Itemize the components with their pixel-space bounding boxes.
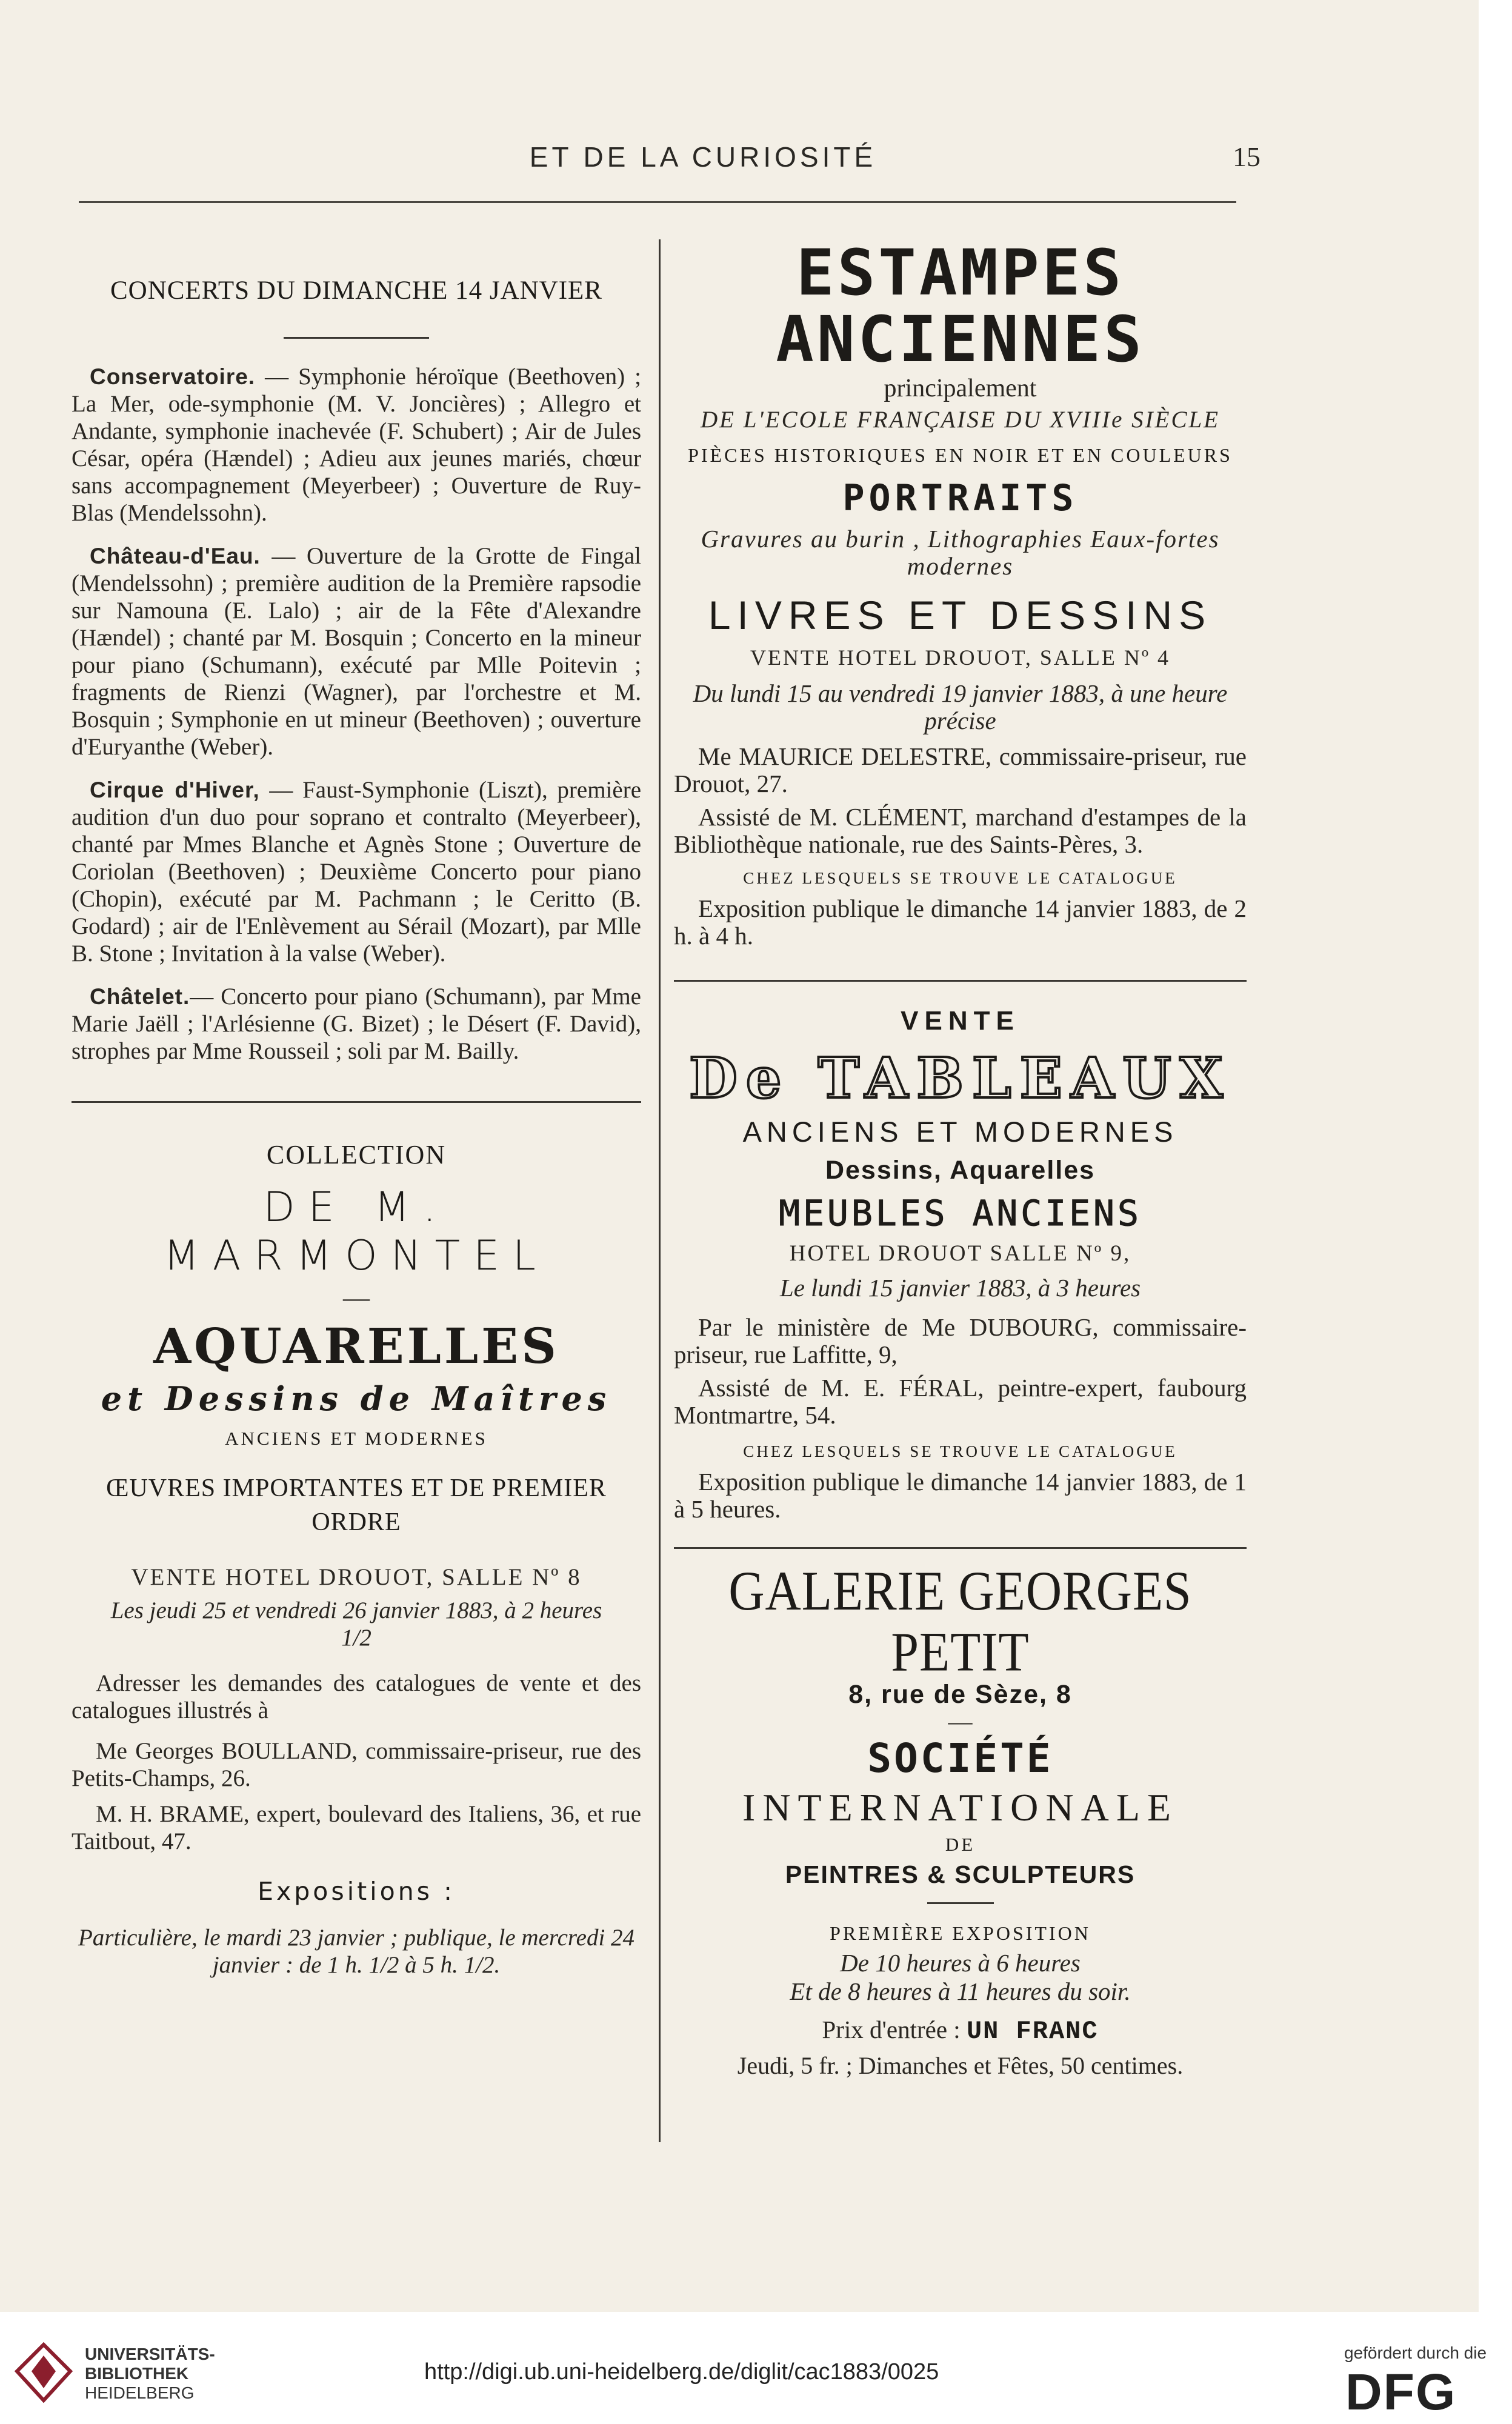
tableaux-auctioneer: Par le ministère de Me DUBOURG, commissaire-priseur, rue Laffitte, 9,: [674, 1313, 1247, 1368]
expositions-title: Expositions :: [258, 1877, 455, 1906]
section-rule: [674, 980, 1247, 982]
galerie-hours2: Et de 8 heures à 11 heures du soir.: [790, 1977, 1131, 2005]
estampes-school: DE L'ECOLE FRANÇAISE DU XVIIIe SIÈCLE: [701, 407, 1220, 433]
estampes-dates: Du lundi 15 au vendredi 19 janvier 1883, à une heure précise: [693, 679, 1228, 734]
section-rule: [72, 1101, 641, 1103]
galerie-price: [674, 2016, 1247, 2046]
estampes-title: ESTAMPES ANCIENNES: [776, 236, 1145, 376]
collection-expert: M. H. BRAME, expert, boulevard des Italiens, 36, et rue Taitbout, 47.: [72, 1801, 641, 1854]
tableaux-meubles: MEUBLES ANCIENS: [779, 1193, 1142, 1234]
concert-entry: [72, 983, 641, 1065]
estampes-auctioneer: Me MAURICE DELESTRE, commissaire-priseur, rue Drouot, 27.: [674, 742, 1247, 797]
estampes-exposition: Exposition publique le dimanche 14 janvier 1883, de 2 h. à 4 h.: [674, 894, 1247, 950]
galerie-price-label: Prix d'entrée :: [822, 2016, 967, 2043]
concert-entry: [72, 776, 641, 967]
concert-program: — Faust-Symphonie (Liszt), première audition d'un duo pour soprano et contralto (Meyerbeer), chanté par Mmes Blanche et Agnès Stone ; Ouverture de Coriolan (Beethoven) ; Deuxième Concerto pour piano (Chopin), exécuté par M. Pachmann ; le Ceritto (B. Godard) ; air de l'Enlèvement au Sérail (Mozart), par Mlle B. Stone ; Invitation à la valse (Weber).: [72, 777, 642, 967]
tableaux-title: De TABLEAUX: [689, 1045, 1231, 1111]
concerts-rule: [284, 337, 429, 339]
galerie-rule: [927, 1902, 994, 1904]
tableaux-vente: VENTE: [901, 1006, 1020, 1036]
source-url-link[interactable]: http://digi.ub.uni-heidelberg.de/diglit/cac1883/0025: [424, 2359, 939, 2385]
galerie-internationale: INTERNATIONALE: [742, 1786, 1178, 1829]
galerie-extra: Jeudi, 5 fr. ; Dimanches et Fêtes, 50 centimes.: [737, 2052, 1184, 2079]
galerie-price-value: UN FRANC: [966, 2017, 1099, 2046]
concerts-list: [72, 363, 641, 1065]
tableaux-sale: HOTEL DROUOT SALLE Nº 9,: [789, 1241, 1131, 1266]
library-line-1: UNIVERSITÄTS-: [85, 2345, 215, 2363]
estampes-portraits: PORTRAITS: [842, 477, 1078, 519]
galerie-name: GALERIE GEORGES PETIT: [728, 1560, 1192, 1683]
galerie-dash: —: [948, 1708, 973, 1735]
estampes-gravures: Gravures au burin , Lithographies Eaux-fortes modernes: [701, 525, 1220, 580]
dfg-logo: DFG: [1345, 2363, 1457, 2420]
column-divider: [659, 239, 661, 2142]
collection-address: Adresser les demandes des catalogues de vente et des catalogues illustrés à: [72, 1670, 641, 1723]
header-rule: [79, 201, 1236, 203]
digitization-footer: [0, 2312, 1512, 2424]
galerie-peintres: PEINTRES & SCULPTEURS: [785, 1860, 1136, 1888]
expositions-text: Particulière, le mardi 23 janvier ; publique, le mercredi 24 janvier : de 1 h. 1/2 à 5 h. 1/2.: [78, 1925, 635, 1978]
tableaux-date: Le lundi 15 janvier 1883, à 3 heures: [779, 1274, 1141, 1302]
section-rule: [674, 1547, 1247, 1549]
concert-program: — Ouverture de la Grotte de Fingal (Mendelssohn) ; première audition de la Première rapsodie sur Namouna (E. Lalo) ; air de la Fête d'Alexandre (Hændel) ; chanté par M. Bosquin ; Concerto en la mineur pour piano (Schumann), exécuté par Mlle Poitevin ; fragments de Rienzi (Wagner), par l'orchestre et M. Bosquin ; Symphonie en ut mineur (Beethoven) ; ouverture d'Euryanthe (Weber).: [72, 543, 641, 760]
university-library-logo-icon: [13, 2342, 74, 2403]
left-column: [72, 239, 641, 1979]
collection-sale: VENTE HOTEL DROUOT, SALLE Nº 8: [131, 1564, 582, 1590]
university-library-name: [85, 2345, 215, 2403]
estampes-pieces: PIÈCES HISTORIQUES EN NOIR ET EN COULEURS: [688, 444, 1233, 466]
concert-entry: [72, 542, 641, 761]
tableaux-expert: Assisté de M. E. FÉRAL, peintre-expert, faubourg Montmartre, 54.: [674, 1374, 1247, 1429]
collection-dates: Les jeudi 25 et vendredi 26 janvier 1883, à 2 heures 1/2: [110, 1597, 602, 1651]
concert-venue: Cirque d'Hiver,: [90, 777, 260, 802]
concert-venue: Conservatoire.: [90, 364, 256, 389]
concert-program: — Symphonie héroïque (Beethoven) ; La Mer, ode-symphonie (M. V. Joncières) ; Allegro et Andante, symphonie inachevée (F. Schubert) ; Air de Jules César, opéra (Hændel) ; Adieu aux jeunes mariés, chœur sans accompagnement (Meyerbeer) ; Ouverture de Ruy-Blas (Mendelssohn).: [72, 364, 641, 526]
tableaux-exposition: Exposition publique le dimanche 14 janvier 1883, de 1 à 5 heures.: [674, 1468, 1247, 1523]
collection-works: ŒUVRES IMPORTANTES ET DE PREMIER ORDRE: [106, 1474, 607, 1536]
estampes-catalogue: CHEZ LESQUELS SE TROUVE LE CATALOGUE: [743, 869, 1177, 887]
galerie-societe: SOCIÉTÉ: [867, 1735, 1053, 1782]
tableaux-anciens: ANCIENS ET MODERNES: [742, 1116, 1178, 1148]
concert-venue: Châtelet.: [90, 984, 190, 1009]
collection-dash: —: [343, 1283, 370, 1313]
running-title: ET DE LA CURIOSITÉ: [529, 141, 877, 173]
estampes-principal: principalement: [884, 375, 1037, 402]
collection-label: COLLECTION: [266, 1140, 447, 1170]
concert-venue: Château-d'Eau.: [90, 544, 261, 568]
tableaux-catalogue: CHEZ LESQUELS SE TROUVE LE CATALOGUE: [743, 1442, 1177, 1460]
library-line-3: HEIDELBERG: [85, 2383, 195, 2402]
collection-owner: DE M. MARMONTEL: [164, 1184, 549, 1280]
concert-program: — Concerto pour piano (Schumann), par Mme Marie Jaëll ; l'Arlésienne (G. Bizet) ; le Désert (F. David), strophes par Mme Rousseil ; soli par M. Bailly.: [72, 984, 641, 1064]
concert-entry: [72, 363, 641, 527]
concerts-title: CONCERTS DU DIMANCHE 14 JANVIER: [110, 276, 602, 305]
funding-caption: gefördert durch die: [1344, 2343, 1487, 2362]
galerie-first: PREMIÈRE EXPOSITION: [830, 1922, 1091, 1944]
collection-subtitle: et Dessins de Maîtres: [101, 1379, 612, 1418]
galerie-de: DE: [945, 1834, 976, 1855]
galerie-hours1: De 10 heures à 6 heures: [840, 1949, 1081, 1977]
collection-period: ANCIENS ET MODERNES: [225, 1428, 488, 1449]
right-column: [674, 236, 1247, 2079]
estampes-sale: VENTE HOTEL DROUOT, SALLE Nº 4: [750, 645, 1171, 670]
estampes-expert: Assisté de M. CLÉMENT, marchand d'estampes de la Bibliothèque nationale, rue des Saints-Pères, 3.: [674, 803, 1247, 858]
collection-auctioneer: Me Georges BOULLAND, commissaire-priseur, rue des Petits-Champs, 26.: [72, 1738, 641, 1791]
library-line-2: BIBLIOTHEK: [85, 2364, 189, 2383]
estampes-livres: LIVRES ET DESSINS: [708, 593, 1213, 638]
tableaux-dessins: Dessins, Aquarelles: [825, 1156, 1096, 1185]
galerie-address: 8, rue de Sèze, 8: [848, 1680, 1072, 1709]
collection-title: AQUARELLES: [153, 1317, 559, 1374]
page-number: 15: [1233, 141, 1261, 172]
